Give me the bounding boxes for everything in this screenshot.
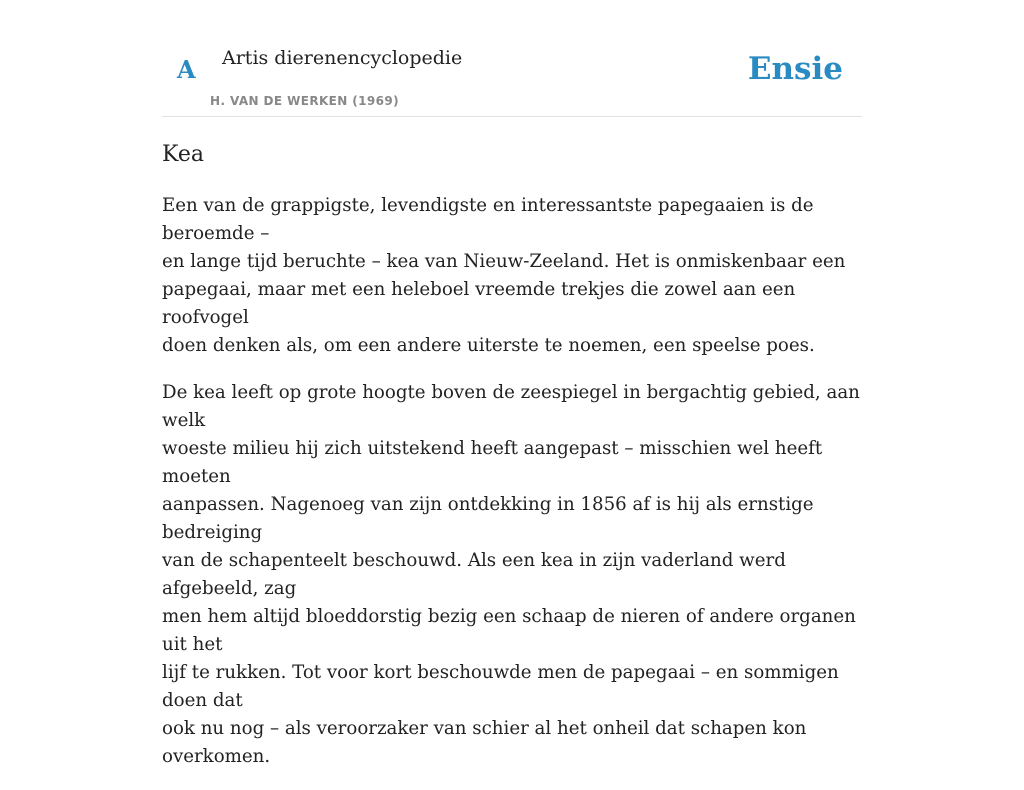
paragraph-line: ook nu nog – als veroorzaker van schier al het onheil dat schapen kon overkomen. bbox=[162, 718, 807, 767]
article-title: Kea bbox=[162, 142, 204, 167]
brand-logo[interactable]: Ensie bbox=[747, 51, 843, 87]
source-title[interactable]: Artis dierenencyclopedie bbox=[222, 47, 463, 69]
header bbox=[162, 0, 862, 117]
paragraph-line: De kea leeft op grote hoogte boven de zeespiegel in bergachtig gebied, aan welk bbox=[162, 382, 860, 431]
paragraph-line: aanpassen. Nagenoeg van zijn ontdekking in 1856 af is hij als ernstige bedreiging bbox=[162, 494, 814, 543]
paragraph-line: woeste milieu hij zich uitstekend heeft aangepast – misschien wel heeft moeten bbox=[162, 438, 823, 487]
paragraph-line: papegaai, maar met een heleboel vreemde trekjes die zowel aan een roofvogel bbox=[162, 279, 796, 328]
paragraph-line: men hem altijd bloeddorstig bezig een schaap de nieren of andere organen uit het bbox=[162, 606, 856, 655]
index-letter[interactable]: A bbox=[177, 55, 196, 84]
paragraph-line: Een van de grappigste, levendigste en interessantste papegaaien is de beroemde – bbox=[162, 195, 814, 244]
paragraph-1 bbox=[162, 192, 862, 360]
paragraph-line: van de schapenteelt beschouwd. Als een kea in zijn vaderland werd afgebeeld, zag bbox=[162, 550, 786, 599]
source-author: H. VAN DE WERKEN (1969) bbox=[210, 94, 400, 108]
paragraph-line: en lange tijd beruchte – kea van Nieuw-Zeeland. Het is onmiskenbaar een bbox=[162, 251, 846, 272]
paragraph-2 bbox=[162, 379, 862, 771]
article-body bbox=[162, 192, 862, 790]
paragraph-line: lijf te rukken. Tot voor kort beschouwde men de papegaai – en sommigen doen dat bbox=[162, 662, 839, 711]
paragraph-line: doen denken als, om een andere uiterste te noemen, een speelse poes. bbox=[162, 335, 815, 356]
